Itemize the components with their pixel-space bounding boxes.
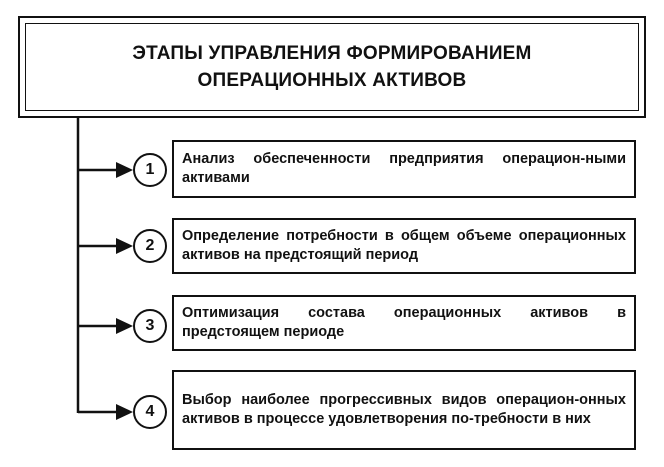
- step-2-text: Определение потребности в общем объеме операционных активов на предстоящий период: [182, 228, 626, 263]
- branch-arrow-4: [78, 404, 133, 420]
- step-1-text: Анализ обеспеченности предприятия операцион-ными активами: [182, 151, 626, 186]
- branch-arrow-1: [78, 162, 133, 178]
- branch-arrow-3: [78, 318, 133, 334]
- step-2-box: [172, 218, 636, 274]
- title-box: [18, 16, 646, 118]
- step-1-box: [172, 140, 636, 198]
- title-inner-frame: [25, 23, 639, 111]
- step-4-number-circle: [133, 395, 167, 429]
- step-3-text: Оптимизация состава операционных активов в предстоящем периоде: [182, 305, 626, 340]
- step-3-number-circle: [133, 309, 167, 343]
- title-line-1: ЭТАПЫ УПРАВЛЕНИЯ ФОРМИРОВАНИЕМ: [132, 43, 532, 64]
- title-line-2: ОПЕРАЦИОННЫХ АКТИВОВ: [197, 70, 467, 91]
- step-1-number-circle: [133, 153, 167, 187]
- step-1-number: 1: [145, 161, 155, 178]
- branch-arrow-2: [78, 238, 133, 254]
- step-4-number: 4: [145, 403, 155, 420]
- step-2-number-circle: [133, 229, 167, 263]
- step-2-number: 2: [145, 237, 155, 254]
- diagram-title: [132, 40, 531, 94]
- step-3-box: [172, 295, 636, 351]
- step-4-text: Выбор наиболее прогрессивных видов операцион-онных активов в процессе удовлетворения по-требности в них: [182, 392, 626, 427]
- step-4-box: [172, 370, 636, 450]
- step-3-number: 3: [145, 317, 155, 334]
